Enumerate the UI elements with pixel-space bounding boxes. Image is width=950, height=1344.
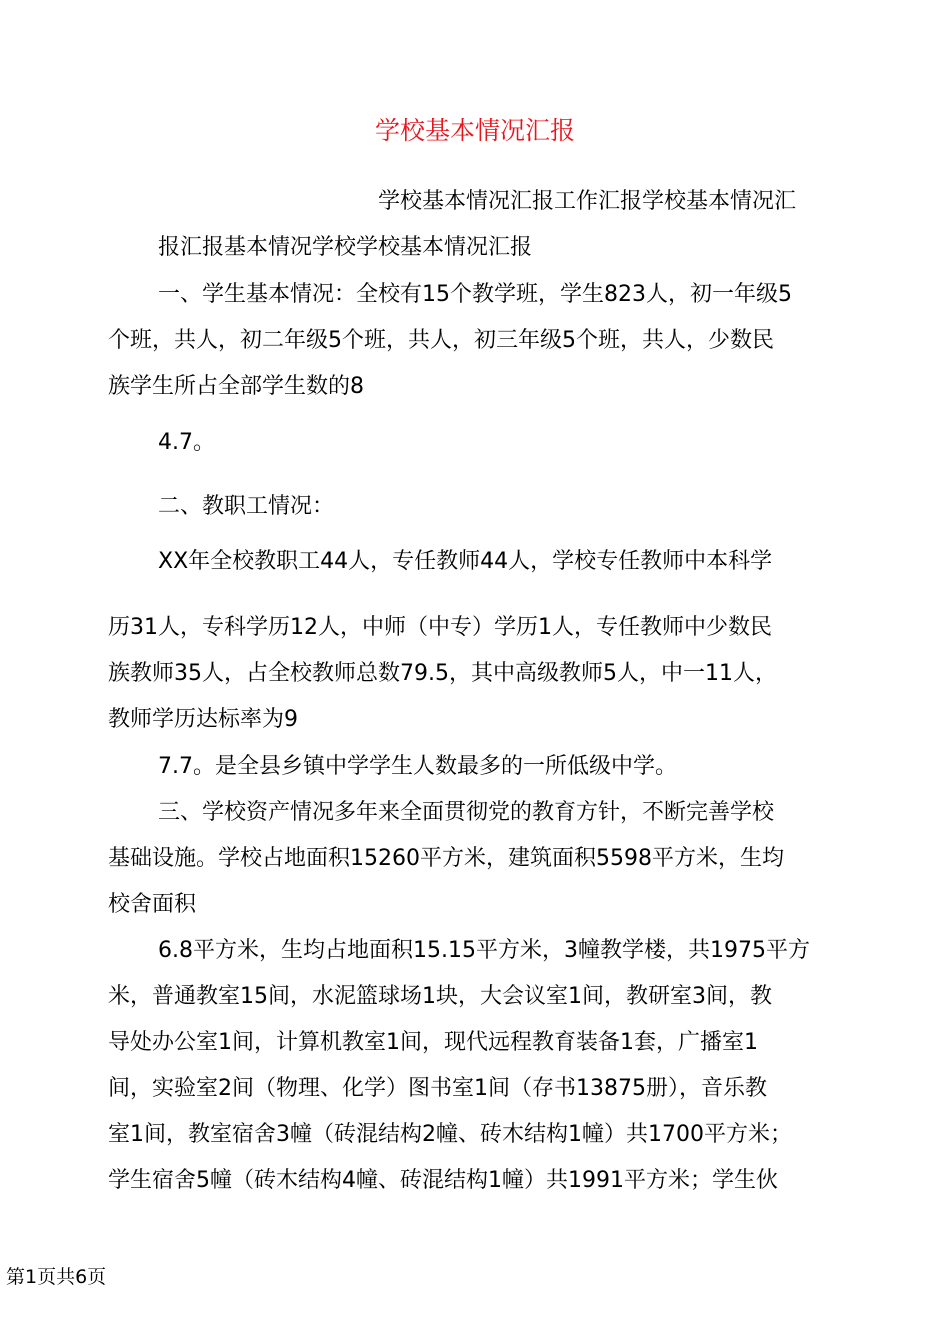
section-heading: 三、学校资产情况多年来全面贯彻党的教育方针，不断完善学校 [158, 800, 775, 825]
paragraph-line: 间，实验室2间（物理、化学）图书室1间（存书13875册），音乐教 [108, 1076, 767, 1101]
paragraph-line: 学校基本情况汇报工作汇报学校基本情况汇 [378, 189, 797, 214]
paragraph-line: 一、学生基本情况：全校有15个教学班，学生823人，初一年级5 [158, 282, 792, 307]
paragraph-line: 7.7。是全县乡镇中学学生人数最多的一所低级中学。 [158, 754, 677, 779]
paragraph-line: 个班，共人，初二年级5个班，共人，初三年级5个班，共人，少数民 [108, 328, 774, 353]
paragraph-line: 4.7。 [158, 430, 215, 455]
paragraph-line: XX年全校教职工44人，专任教师44人，学校专任教师中本科学 [158, 549, 773, 574]
paragraph-line: 米，普通教室15间，水泥篮球场1块，大会议室1间，教研室3间，教 [108, 984, 772, 1009]
paragraph-line: 基础设施。学校占地面积15260平方米，建筑面积5598平方米，生均 [108, 846, 784, 871]
paragraph-line: 导处办公室1间，计算机教室1间，现代远程教育装备1套，广播室1 [108, 1030, 758, 1055]
section-heading: 二、教职工情况： [158, 494, 335, 519]
paragraph-line: 校舍面积 [108, 892, 197, 917]
page-number-footer: 第1页共6页 [6, 1266, 107, 1288]
paragraph-line: 学生宿舍5幢（砖木结构4幢、砖混结构1幢）共1991平方米；学生伙 [108, 1168, 778, 1193]
paragraph-line: 历31人，专科学历12人，中师（中专）学历1人，专任教师中少数民 [108, 615, 772, 640]
paragraph-line: 族学生所占全部学生数的8 [108, 374, 364, 399]
paragraph-line: 室1间，教室宿舍3幢（砖混结构2幢、砖木结构1幢）共1700平方米； [108, 1122, 792, 1147]
document-title: 学校基本情况汇报 [374, 116, 575, 145]
paragraph-line: 报汇报基本情况学校学校基本情况汇报 [158, 235, 533, 260]
paragraph-line: 族教师35人，占全校教师总数79.5，其中高级教师5人，中一11人， [108, 661, 777, 686]
paragraph-line: 6.8平方米，生均占地面积15.15平方米，3幢教学楼，共1975平方 [158, 938, 810, 963]
paragraph-line: 教师学历达标率为9 [108, 707, 298, 732]
